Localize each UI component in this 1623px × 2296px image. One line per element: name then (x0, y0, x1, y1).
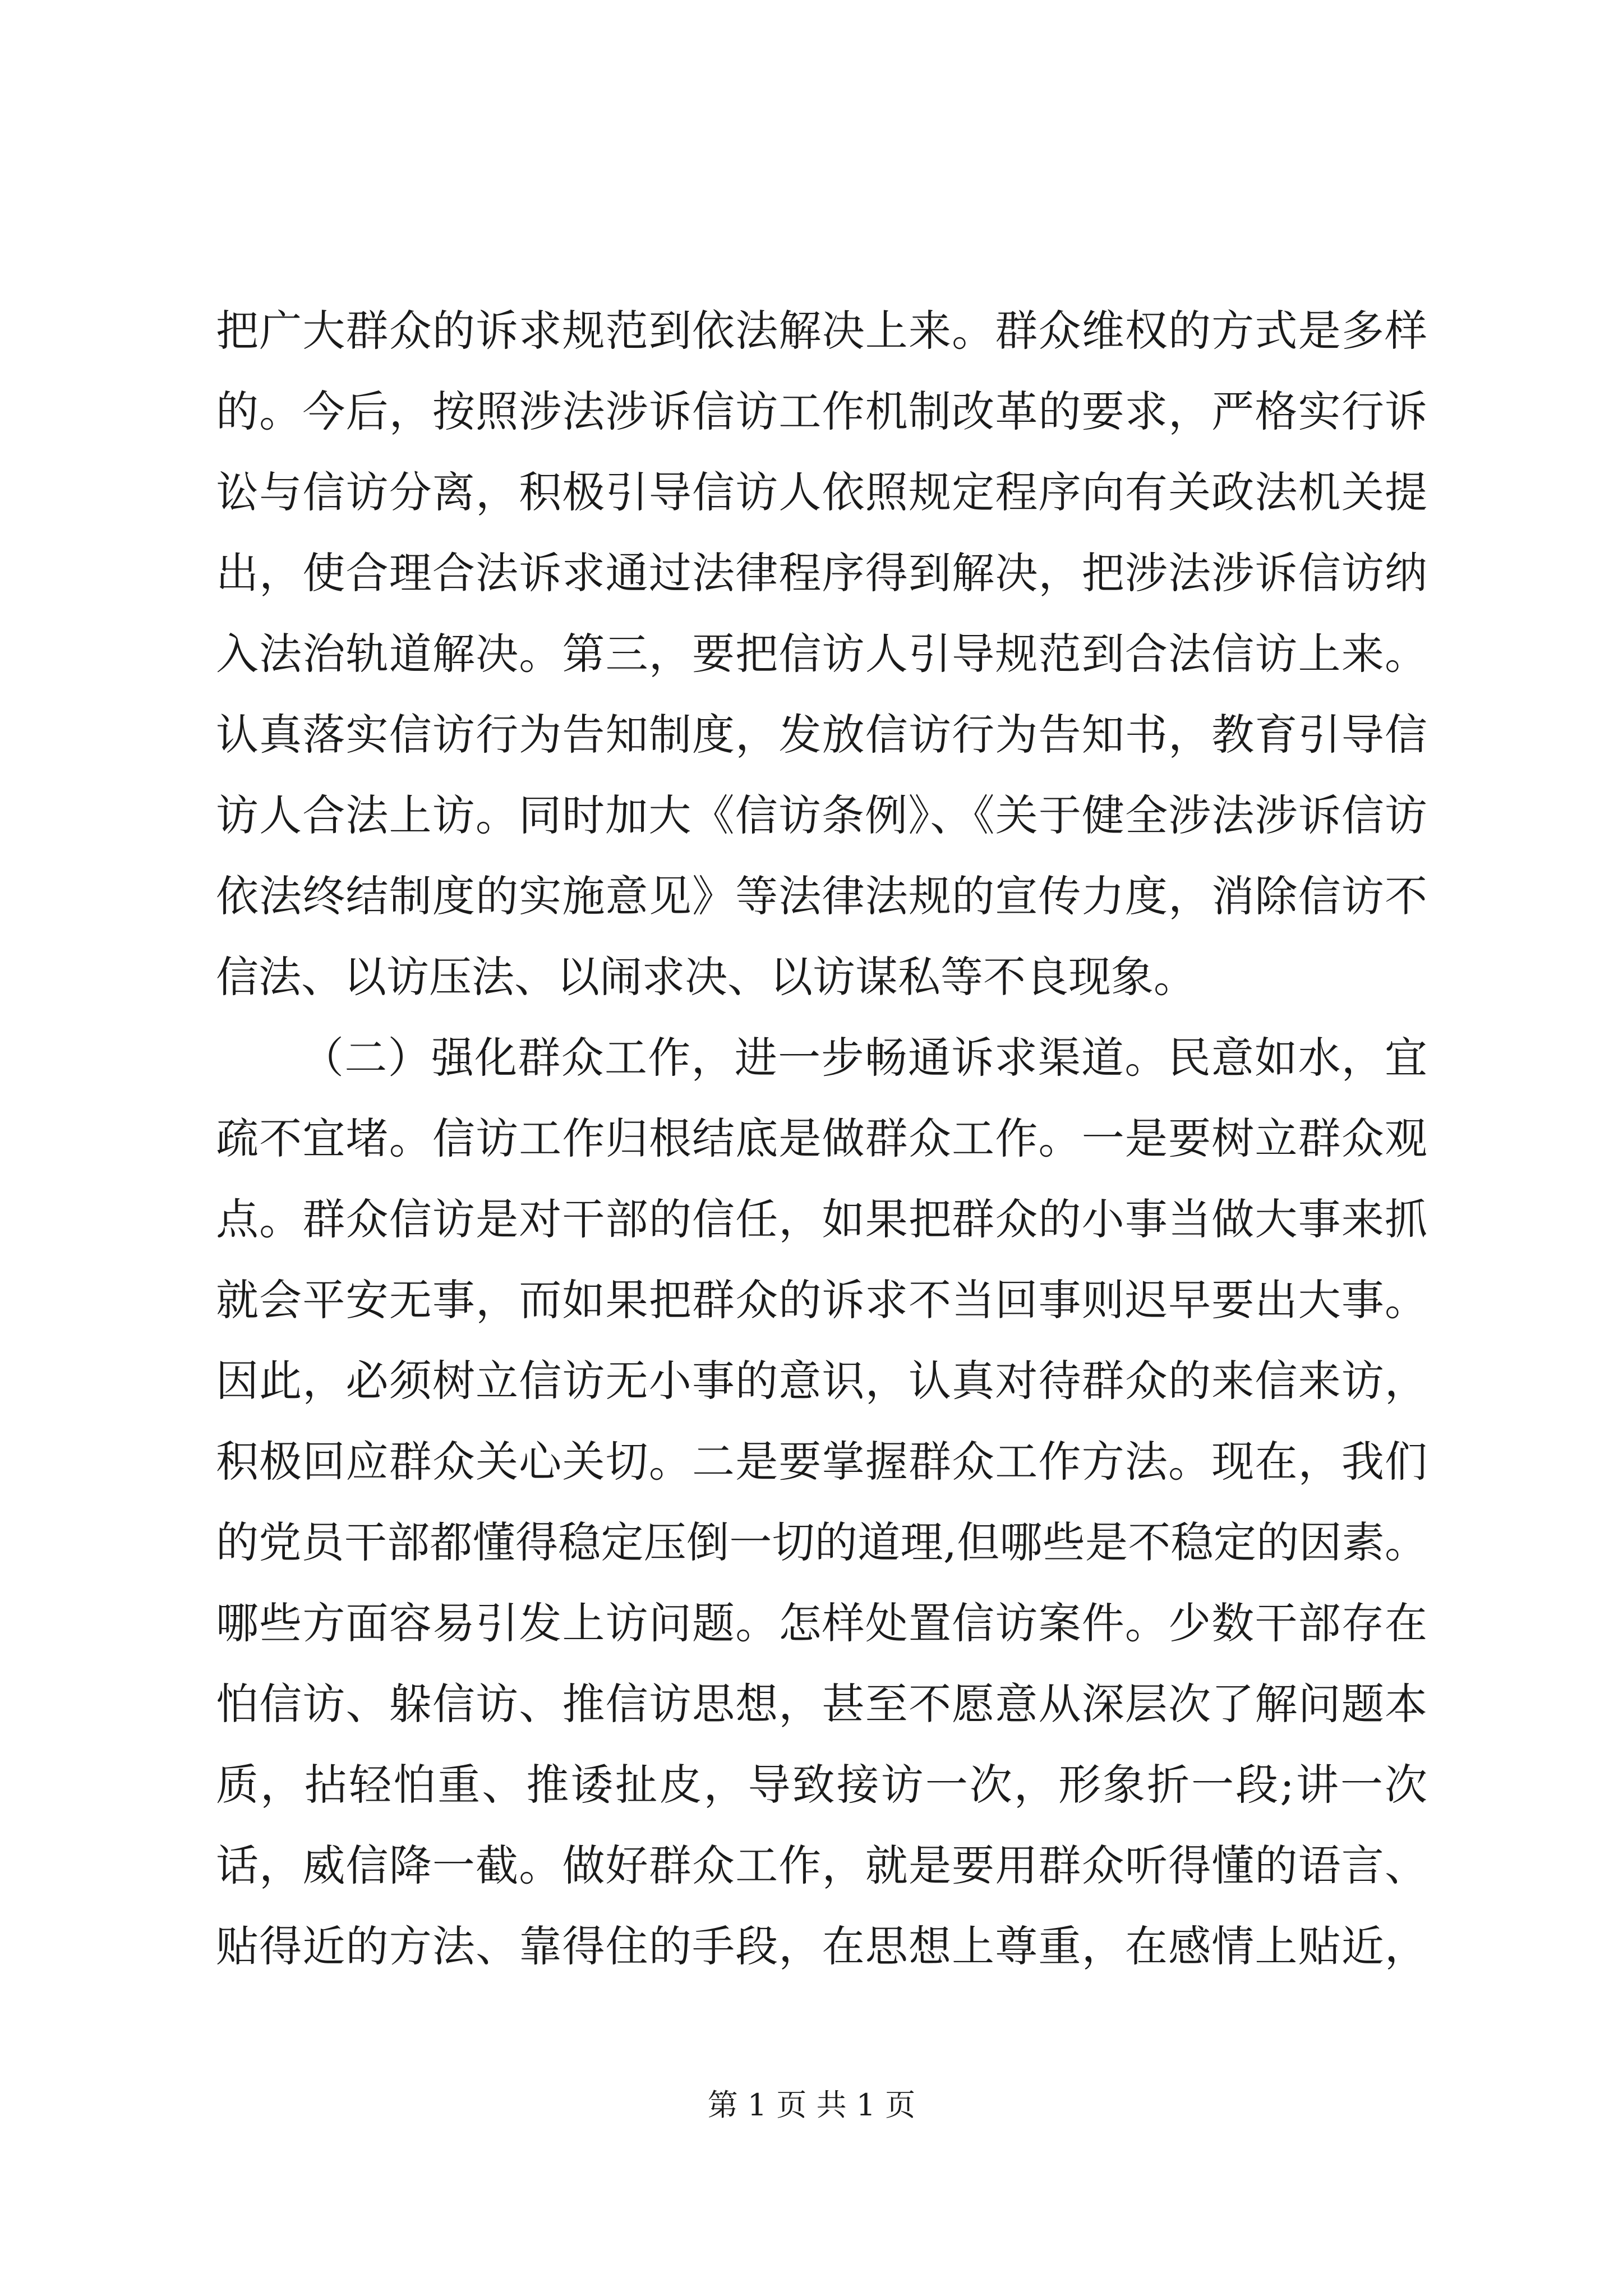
text-line: 积极回应群众关心关切。二是要掌握群众工作方法。现在，我们 (216, 1437, 1427, 1487)
text-line: 的。今后，按照涉法涉诉信访工作机制改革的要求，严格实行诉 (216, 386, 1427, 436)
paragraph-heading-line: （二）强化群众工作，进一步畅通诉求渠道。民意如水，宜 (301, 1033, 1427, 1083)
body-text (216, 291, 1427, 1987)
text-line: 怕信访、躲信访、推信访思想，甚至不愿意从深层次了解问题本 (216, 1679, 1427, 1729)
text-line: 入法治轨道解决。第三，要把信访人引导规范到合法信访上来。 (216, 629, 1427, 679)
text-line: 就会平安无事，而如果把群众的诉求不当回事则迟早要出大事。 (216, 1275, 1427, 1325)
text-line: 访人合法上访。同时加大《信访条例》、《关于健全涉法涉诉信访 (216, 790, 1427, 840)
text-line: 把广大群众的诉求规范到依法解决上来。群众维权的方式是多样 (216, 306, 1427, 356)
text-line: 讼与信访分离，积极引导信访人依照规定程序向有关政法机关提 (216, 467, 1427, 517)
text-line: 质，拈轻怕重、推诿扯皮，导致接访一次，形象折一段;讲一次 (216, 1760, 1427, 1810)
page-number: 第 1 页 共 1 页 (707, 2087, 916, 2123)
page-footer (0, 2086, 1623, 2125)
text-line: 依法终结制度的实施意见》等法律法规的宣传力度，消除信访不 (216, 871, 1427, 921)
text-line: 贴得近的方法、靠得住的手段，在思想上尊重，在感情上贴近， (216, 1921, 1427, 1971)
text-line: 点。群众信访是对干部的信任，如果把群众的小事当做大事来抓 (216, 1194, 1427, 1244)
text-line: 出，使合理合法诉求通过法律程序得到解决，把涉法涉诉信访纳 (216, 548, 1427, 598)
text-line: 话，威信降一截。做好群众工作，就是要用群众听得懂的语言、 (216, 1841, 1427, 1890)
text-line: 信法、以访压法、以闹求决、以访谋私等不良现象。 (216, 952, 1196, 1002)
text-line: 因此，必须树立信访无小事的意识，认真对待群众的来信来访， (216, 1356, 1427, 1406)
text-line: 认真落实信访行为告知制度，发放信访行为告知书，教育引导信 (216, 710, 1427, 760)
text-line: 哪些方面容易引发上访问题。怎样处置信访案件。少数干部存在 (216, 1598, 1427, 1648)
text-line: 疏不宜堵。信访工作归根结底是做群众工作。一是要树立群众观 (216, 1114, 1427, 1163)
text-line: 的党员干部都懂得稳定压倒一切的道理,但哪些是不稳定的因素。 (216, 1517, 1427, 1567)
